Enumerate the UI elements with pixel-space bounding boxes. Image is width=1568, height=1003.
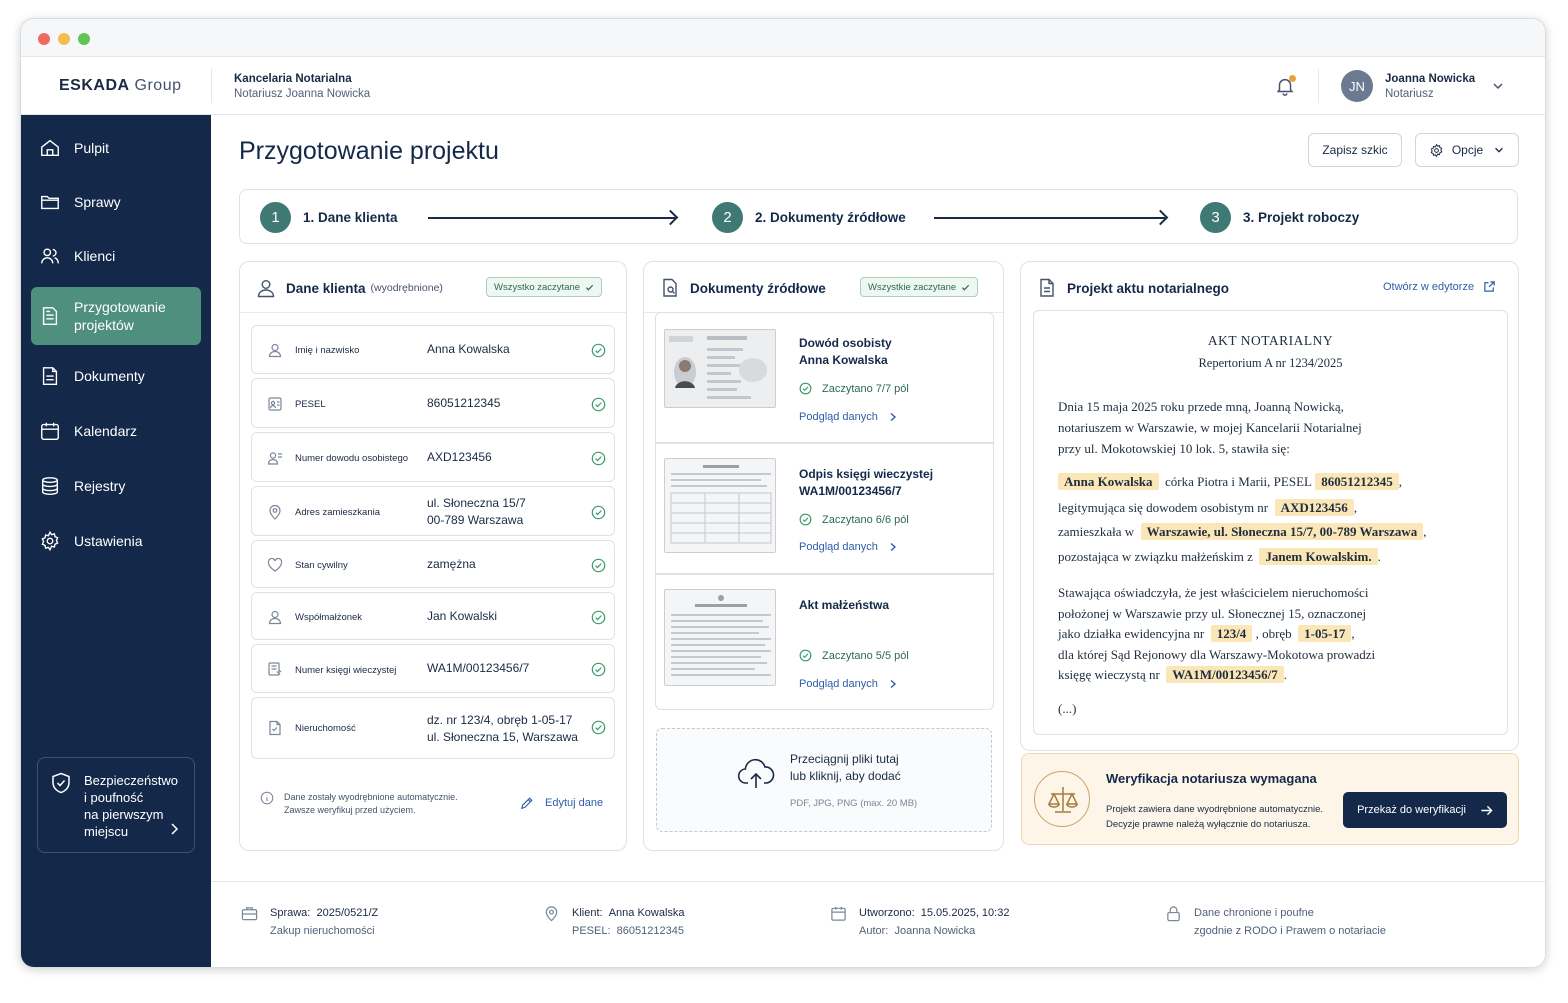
field-value: zamężna <box>427 557 476 571</box>
check-icon <box>961 283 970 292</box>
sidebar-item-label: Rejestry <box>74 478 126 494</box>
deed-text-line: dla której Sąd Rejonowy dla Warszawy-Mokotowa prowadzi <box>1058 647 1376 662</box>
sidebar-item-przygotowanie-projektow[interactable] <box>31 287 201 345</box>
check-circle-icon <box>591 505 606 520</box>
status-badge: Wszystko zaczytane <box>486 277 602 297</box>
user-icon <box>267 609 283 625</box>
title-bar <box>21 19 1545 57</box>
office-notary: Notariusz Joanna Nowicka <box>234 88 371 100</box>
app-window <box>20 18 1546 968</box>
notification-dot <box>1289 75 1296 82</box>
draft-card <box>1020 261 1519 751</box>
step-arrow <box>428 217 675 219</box>
sidebar-item-dokumenty[interactable] <box>31 353 201 399</box>
check-circle-icon <box>591 610 606 625</box>
home-icon <box>39 137 61 159</box>
case-footer <box>211 881 1546 968</box>
close-window-button[interactable] <box>38 33 50 45</box>
sidebar-item-pulpit[interactable] <box>31 125 201 171</box>
status-badge: Wszystkie zaczytane <box>860 277 978 297</box>
preview-data-link[interactable]: Podgląd danych <box>799 678 898 690</box>
main-content <box>211 115 1546 968</box>
options-button[interactable] <box>1415 133 1519 167</box>
document-title: Odpis księgi wieczystej WA1M/00123456/7 <box>799 467 934 498</box>
shield-check-icon <box>51 772 71 794</box>
documents-card-title: Dokumenty źródłowe <box>690 280 826 296</box>
sidebar-item-label: Pulpit <box>74 140 110 156</box>
footer-created: Utworzono: 15.05.2025, 10:32 Autor: Joanna Nowicka <box>859 904 1009 940</box>
draft-card-title: Projekt aktu notarialnego <box>1067 280 1230 296</box>
deed-text-line: przy ul. Mokotowskiej 10 lok. 5, stawiła się: <box>1058 441 1290 456</box>
notary-verification-banner <box>1021 753 1519 845</box>
deed-text-line: Anna Kowalska córka Piotra i Marii, PESEL 86051212345 , <box>1058 474 1402 490</box>
chevron-down-icon <box>1493 144 1505 156</box>
id-number-icon <box>267 396 283 412</box>
gear-icon <box>39 530 61 552</box>
user-icon <box>256 278 276 298</box>
check-circle-icon <box>591 662 606 677</box>
source-documents-card <box>643 261 1004 851</box>
open-in-editor-link[interactable]: Otwórz w edytorze <box>1383 280 1496 293</box>
security-text: Bezpieczeństwo i poufność na pierwszym miejscu <box>84 773 178 839</box>
step-2[interactable] <box>712 201 906 233</box>
notifications-button[interactable] <box>1274 75 1296 97</box>
footer-case: Sprawa: 2025/0521/Z Zakup nieruchomości <box>270 904 378 940</box>
deed-text-line: jako działka ewidencyjna nr 123/4 , obręb 1-05-17 , <box>1058 626 1355 641</box>
highlighted-value: Anna Kowalska <box>1058 473 1159 490</box>
field-value: Jan Kowalski <box>427 609 498 623</box>
sidebar <box>21 115 211 968</box>
send-for-verification-button[interactable]: Przekaż do weryfikacji <box>1343 792 1507 828</box>
deed-repertorium: Repertorium A nr 1234/2025 <box>1198 356 1343 370</box>
field-label: Współmałżonek <box>295 612 363 623</box>
user-icon <box>267 342 283 358</box>
external-link-icon <box>1483 280 1496 293</box>
step-number: 2 <box>712 202 743 233</box>
check-icon <box>585 283 594 292</box>
lock-icon <box>1165 905 1182 922</box>
document-status: Zaczytano 7/7 pól <box>799 382 909 395</box>
field-label: PESEL <box>295 399 326 410</box>
security-card[interactable] <box>37 757 195 853</box>
sidebar-item-label: Sprawy <box>74 194 121 210</box>
step-label: 2. Dokumenty źródłowe <box>755 209 906 225</box>
client-card-header <box>256 277 443 299</box>
check-circle-icon <box>591 558 606 573</box>
users-icon <box>39 245 61 267</box>
field-label: Numer księgi wieczystej <box>295 665 397 676</box>
sidebar-item-label: Ustawienia <box>74 533 143 549</box>
field-value: 86051212345 <box>427 396 501 410</box>
field-label: Imię i nazwisko <box>295 345 360 356</box>
user-info[interactable] <box>1385 72 1475 102</box>
save-draft-button[interactable]: Zapisz szkic <box>1308 133 1402 167</box>
client-card-title: Dane klienta <box>286 280 366 296</box>
highlighted-value: Janem Kowalskim. <box>1259 548 1377 565</box>
deed-text-line: notariuszem w Warszawie, w mojej Kancelarii Notarialnej <box>1058 420 1362 435</box>
highlighted-value: 123/4 <box>1211 625 1253 642</box>
deed-text-line: Dnia 15 maja 2025 roku przede mną, Joanną Nowicką, <box>1058 399 1344 414</box>
register-book-icon <box>267 661 283 677</box>
document-title: Dowód osobisty Anna Kowalska <box>799 336 892 367</box>
marriage-certificate-thumbnail <box>664 589 776 686</box>
chevron-right-icon <box>168 822 180 836</box>
preview-data-link[interactable]: Podgląd danych <box>799 411 898 423</box>
user-name: Joanna Nowicka <box>1385 73 1476 85</box>
field-label: Stan cywilny <box>295 560 348 571</box>
minimize-window-button[interactable] <box>58 33 70 45</box>
map-pin-icon <box>267 504 283 520</box>
drop-instructions: Przeciągnij pliki tutaj lub kliknij, aby dodać <box>790 752 901 783</box>
sidebar-item-klienci[interactable] <box>31 233 201 279</box>
document-item[interactable] <box>655 443 994 574</box>
check-circle-icon <box>591 397 606 412</box>
document-search-icon <box>660 278 680 298</box>
verification-text: Projekt zawiera dane wyodrębnione automatycznie. Decyzje prawne należą wyłącznie do notariusza. <box>1106 804 1324 830</box>
documents-card-header <box>660 277 826 299</box>
auto-extract-note: Dane zostały wyodrębnione automatycznie. Zawsze weryfikuj przed użyciem. <box>284 792 458 815</box>
verification-title: Weryfikacja notariusza wymagana <box>1106 771 1317 786</box>
deed-text-line: legitymująca się dowodem osobistym nr AXD123456 , <box>1058 500 1358 515</box>
gear-icon <box>1429 143 1444 158</box>
document-edit-icon <box>39 305 61 327</box>
chevron-right-icon <box>888 679 898 689</box>
sidebar-item-rejestry[interactable] <box>31 463 201 509</box>
field-marital-status[interactable] <box>251 540 615 588</box>
field-value: ul. Słoneczna 15/7 00-789 Warszawa <box>427 496 526 527</box>
database-icon <box>39 475 61 497</box>
document-icon <box>267 720 283 736</box>
sidebar-item-label: Przygotowanie projektów <box>74 299 166 333</box>
options-label: Opcje <box>1451 143 1484 157</box>
office-info <box>234 72 370 102</box>
calendar-icon <box>830 905 847 922</box>
sidebar-item-kalendarz[interactable] <box>31 408 201 454</box>
check-circle-icon <box>799 649 812 662</box>
sidebar-item-ustawienia[interactable] <box>31 518 201 564</box>
notarial-deed-preview[interactable] <box>1033 310 1508 735</box>
sidebar-item-label: Dokumenty <box>74 368 145 384</box>
sidebar-item-sprawy[interactable] <box>31 179 201 225</box>
id-card-icon <box>267 450 283 466</box>
pencil-icon <box>520 796 534 810</box>
field-value: dz. nr 123/4, obręb 1-05-17 ul. Słoneczna 15, Warszawa <box>427 713 578 744</box>
highlighted-value: 1-05-17 <box>1298 625 1351 642</box>
footer-security-note: Dane chronione i poufne zgodnie z RODO i Prawem o notariacie <box>1194 904 1386 940</box>
field-property[interactable] <box>251 697 615 759</box>
brand-logo[interactable]: ESKADA Group <box>59 77 182 94</box>
check-circle-icon <box>799 382 812 395</box>
draft-card-header <box>1037 277 1229 299</box>
file-drop-zone[interactable] <box>656 728 992 832</box>
user-role: Notariusz <box>1385 88 1434 100</box>
document-title: Akt małżeństwa <box>799 598 890 612</box>
check-circle-icon <box>591 343 606 358</box>
field-value: WA1M/00123456/7 <box>427 661 530 675</box>
deed-heading: AKT NOTARIALNY <box>1207 333 1334 348</box>
deed-text-line: zamieszkała w Warszawie, ul. Słoneczna 15/7, 00-789 Warszawa , <box>1058 524 1427 539</box>
edit-data-button[interactable]: Edytuj dane <box>520 796 603 810</box>
folder-icon <box>39 191 61 213</box>
deed-text-line: położonej w Warszawie przy ul. Słonecznej 15, oznaczonej <box>1058 606 1367 621</box>
field-land-register[interactable] <box>251 644 615 693</box>
field-label: Nieruchomość <box>295 723 356 734</box>
field-id-number[interactable] <box>251 432 615 482</box>
check-circle-icon <box>591 451 606 466</box>
info-icon <box>260 791 274 805</box>
step-label: 3. Projekt roboczy <box>1243 209 1360 225</box>
field-value: Anna Kowalska <box>427 342 510 356</box>
step-number: 3 <box>1200 202 1231 233</box>
step-1[interactable] <box>260 201 398 233</box>
chevron-right-icon <box>888 542 898 552</box>
field-name[interactable] <box>251 325 615 374</box>
document-item[interactable] <box>655 312 994 443</box>
deed-text-line: pozostająca w związku małżeńskim z Janem Kowalskim. . <box>1058 549 1381 564</box>
cloud-upload-icon <box>737 757 775 791</box>
map-pin-icon <box>543 905 560 922</box>
office-name: Kancelaria Notarialna <box>234 73 352 85</box>
field-spouse[interactable] <box>251 592 615 640</box>
client-card-subtitle: (wyodrębnione) <box>370 282 443 294</box>
id-card-thumbnail <box>664 329 776 408</box>
step-arrow <box>934 217 1165 219</box>
avatar[interactable]: JN <box>1341 70 1373 102</box>
field-label: Numer dowodu osobistego <box>295 453 409 464</box>
chevron-right-icon <box>888 412 898 422</box>
document-icon <box>39 365 61 387</box>
step-label: 1. Dane klienta <box>303 209 398 225</box>
document-status: Zaczytano 6/6 pól <box>799 513 909 526</box>
highlighted-value: Warszawie, ul. Słoneczna 15/7, 00-789 Warszawa <box>1141 523 1424 540</box>
footer-client: Klient: Anna Kowalska PESEL: 86051212345 <box>572 904 685 940</box>
step-3[interactable] <box>1200 201 1359 233</box>
briefcase-icon <box>241 905 258 922</box>
preview-data-link[interactable]: Podgląd danych <box>799 541 898 553</box>
field-pesel[interactable] <box>251 378 615 428</box>
document-item[interactable] <box>655 574 994 710</box>
field-label: Adres zamieszkania <box>295 507 381 518</box>
document-icon <box>1037 278 1057 298</box>
deed-text-line: Stawająca oświadczyła, że jest właścicielem nieruchomości <box>1058 585 1369 600</box>
client-data-card <box>239 261 627 851</box>
page-title: Przygotowanie projektu <box>239 137 499 165</box>
deed-text-line: księgę wieczystą nr WA1M/00123456/7 . <box>1058 667 1287 682</box>
case-number: 2025/0521/Z <box>316 907 379 919</box>
chevron-down-icon[interactable] <box>1491 79 1505 93</box>
maximize-window-button[interactable] <box>78 33 90 45</box>
arrow-right-icon <box>1480 804 1493 817</box>
deed-ellipsis: (...) <box>1058 701 1077 716</box>
allowed-file-types: PDF, JPG, PNG (max. 20 MB) <box>790 798 918 809</box>
step-number: 1 <box>260 202 291 233</box>
highlighted-value: AXD123456 <box>1275 499 1354 516</box>
highlighted-value: 86051212345 <box>1315 473 1399 490</box>
heart-icon <box>267 557 283 573</box>
scales-icon <box>1034 771 1090 827</box>
field-address[interactable] <box>251 486 615 536</box>
sidebar-item-label: Kalendarz <box>74 423 138 439</box>
sidebar-item-label: Klienci <box>74 248 116 264</box>
check-circle-icon <box>591 720 606 735</box>
field-value: AXD123456 <box>427 450 492 464</box>
document-status: Zaczytano 5/5 pól <box>799 649 909 662</box>
check-circle-icon <box>799 513 812 526</box>
calendar-icon <box>39 420 61 442</box>
top-bar <box>21 57 1545 115</box>
progress-stepper <box>239 189 1518 244</box>
land-register-thumbnail <box>664 458 776 553</box>
highlighted-value: WA1M/00123456/7 <box>1166 666 1283 683</box>
